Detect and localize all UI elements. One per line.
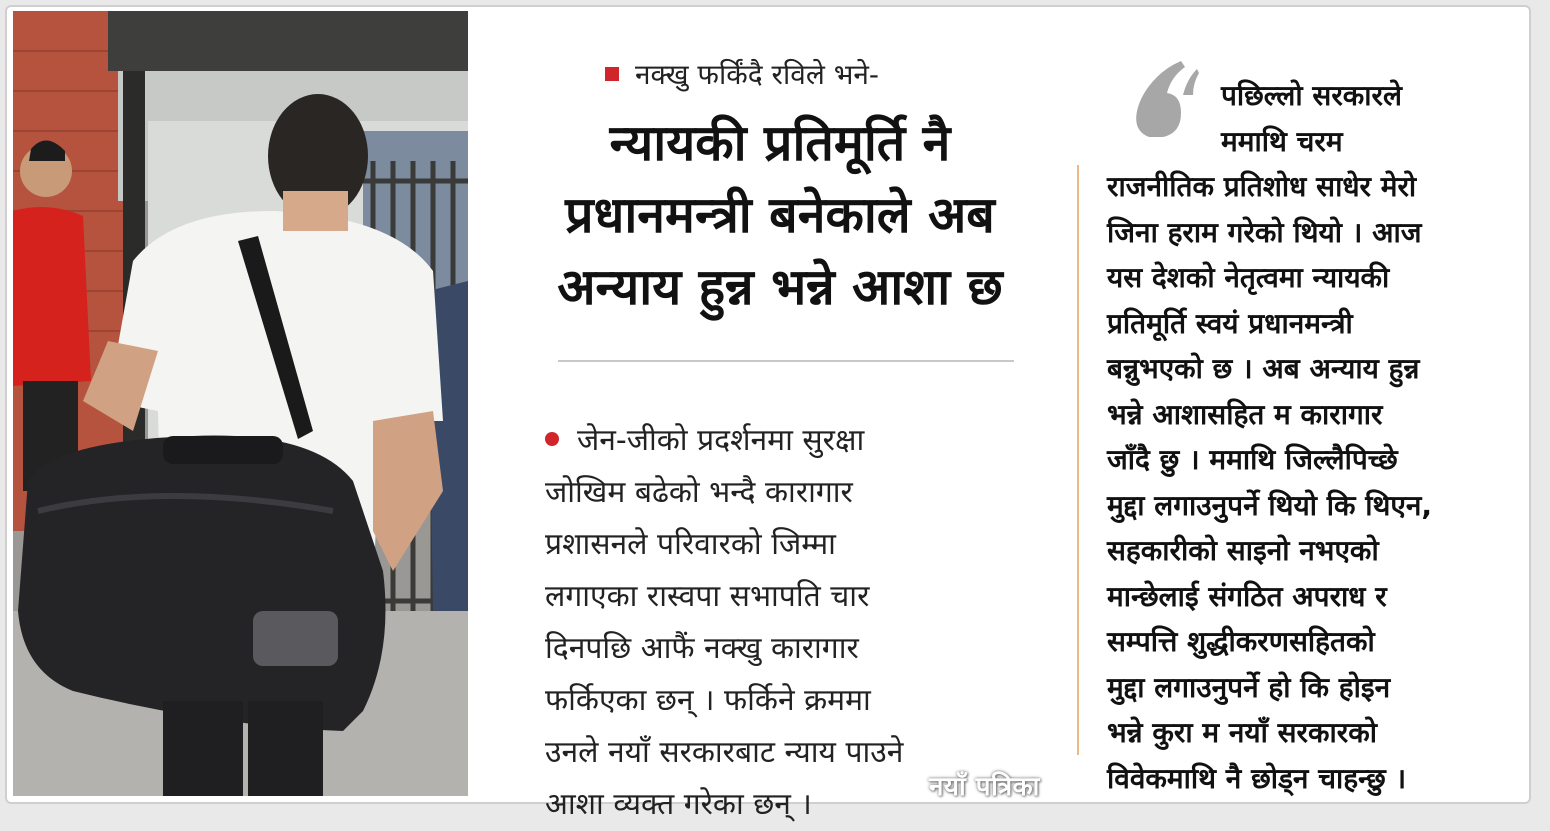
quote-line: जाँदै छु । ममाथि जिल्लैपिच्छे [1107, 443, 1398, 476]
quote-paragraph [1107, 73, 1527, 801]
quote-line: पछिल्लो सरकारले [1221, 79, 1402, 112]
summary-line: फर्किएका छन् । फर्किने क्रममा [545, 683, 871, 718]
quote-line: राजनीतिक प्रतिशोध साधेर मेरो [1107, 170, 1417, 203]
summary-line [545, 415, 1015, 467]
news-photo [13, 11, 468, 796]
publisher-watermark: नयाँ पत्रिका [929, 772, 1040, 802]
kicker-text: नक्खु फर्किंदै रविले भने- [635, 58, 880, 91]
summary-line: जोखिम बढेको भन्दै कारागार [545, 475, 853, 510]
quote-line: मान्छेलाई संगठित अपराध र [1107, 579, 1387, 613]
quote-line: सम्पत्ति शुद्धीकरणसहितको [1107, 625, 1375, 658]
headline-line: न्यायकी प्रतिमूर्ति नै [609, 114, 951, 172]
quote-line: विवेकमाथि नै छोड्न चाहन्छु । [1107, 761, 1407, 795]
red-bullet-icon [545, 432, 559, 446]
summary-line-text: जेन-जीको प्रदर्शनमा सुरक्षा [577, 423, 865, 458]
news-card [5, 5, 1531, 822]
quote-line: सहकारीको साइनो नभएको [1107, 534, 1379, 567]
summary-line: आशा व्यक्त गरेका छन् । [545, 787, 812, 822]
quote-line: ममाथि चरम [1221, 124, 1343, 158]
quote-line: भन्ने कुरा म नयाँ सरकारको [1107, 716, 1377, 749]
quote-line: प्रतिमूर्ति स्वयं प्रधानमन्त्री [1107, 306, 1353, 340]
kicker [605, 55, 879, 93]
headline-line: प्रधानमन्त्री बनेकाले अब [565, 186, 995, 244]
quote-line: यस देशको नेतृत्वमा न्यायकी [1107, 261, 1390, 294]
quote-line: जिना हराम गरेको थियो । आज [1107, 215, 1422, 249]
quote-line: भन्ने आशासहित म कारागार [1107, 397, 1383, 431]
summary-line: दिनपछि आफैं नक्खु कारागार [545, 631, 859, 666]
summary-line: उनले नयाँ सरकारबाट न्याय पाउने [545, 735, 904, 770]
column-rule [1077, 165, 1079, 755]
headline-divider [558, 360, 1014, 362]
summary-line: लगाएका रास्वपा सभापति चार [545, 579, 870, 614]
quote-line: मुद्दा लगाउनुपर्ने थियो कि थिएन, [1107, 488, 1433, 522]
headline-line: अन्याय हुन्न भन्ने आशा छ [557, 258, 1003, 316]
quote-line: बन्नुभएको छ । अब अन्याय हुन्न [1107, 352, 1420, 385]
red-square-icon [605, 67, 619, 81]
quote-line: मुद्दा लगाउनुपर्ने हो कि होइन [1107, 670, 1391, 704]
summary-line: प्रशासनले परिवारको जिम्मा [545, 527, 836, 562]
headline [485, 107, 1075, 323]
